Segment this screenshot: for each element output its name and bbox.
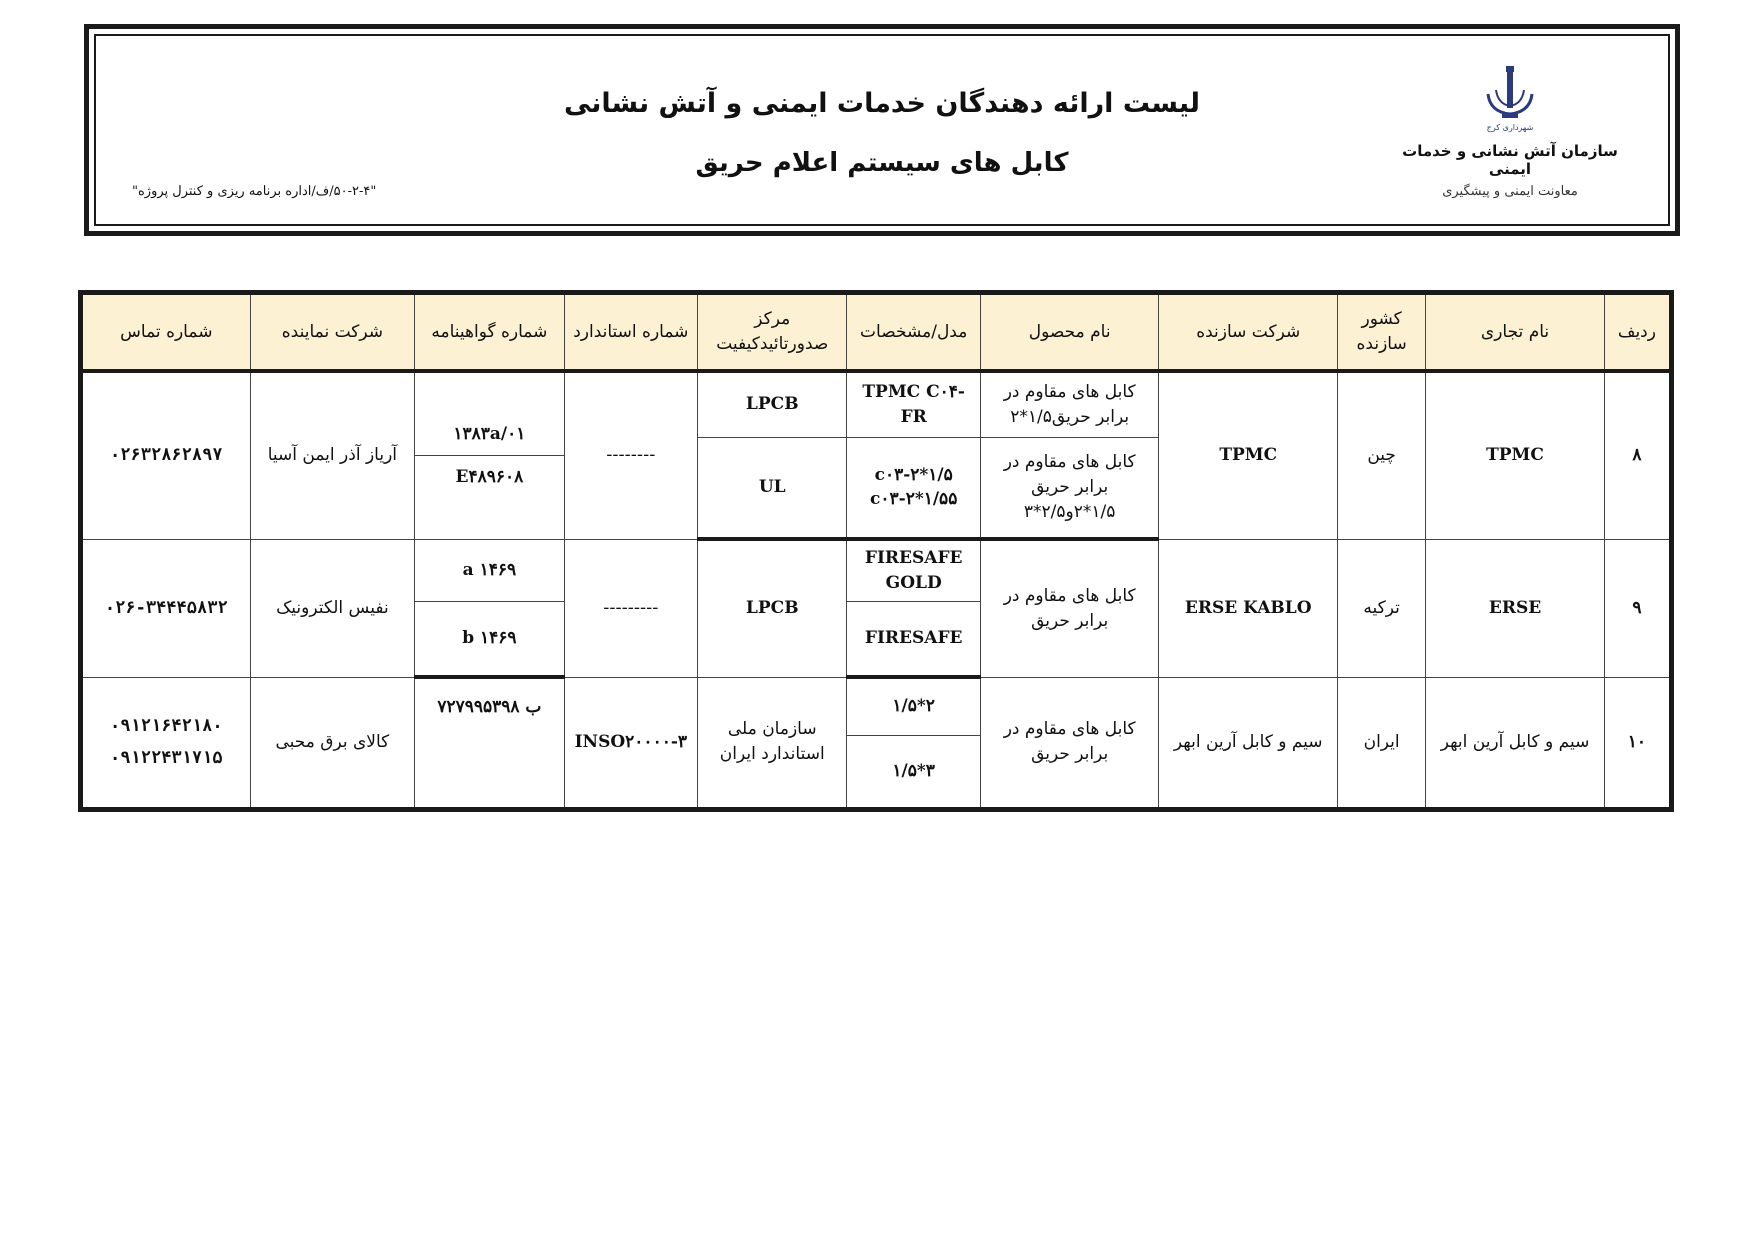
table-row xyxy=(81,371,1672,437)
model-cell: FIRESAFE GOLD xyxy=(847,539,980,601)
country-cell: ایران xyxy=(1337,677,1425,809)
contact-line: ۰۹۱۲۱۶۴۲۱۸۰ xyxy=(110,715,223,736)
contact-cell: ۰۲۶۳۲۸۶۲۸۹۷ xyxy=(81,371,251,539)
header-box xyxy=(84,24,1680,236)
cert-center-cell: UL xyxy=(698,437,847,539)
cert-center-cell: LPCB xyxy=(698,371,847,437)
standard-cell: -------- xyxy=(564,371,697,539)
representative-cell: آریاز آذر ایمن آسیا xyxy=(250,371,415,539)
table-row xyxy=(81,539,1672,601)
brand-cell: سیم و کابل آرین ابهر xyxy=(1426,677,1605,809)
product-cell: کابل های مقاوم در برابر حریق xyxy=(980,539,1159,677)
col-header-country: کشور سازنده xyxy=(1337,293,1425,372)
country-cell: ترکیه xyxy=(1337,539,1425,677)
header-inner-frame xyxy=(94,34,1670,226)
table-header-row xyxy=(81,293,1672,372)
table-row xyxy=(81,677,1672,735)
model-cell: ۳*۱/۵ xyxy=(847,735,980,809)
col-header-model: مدل/مشخصات xyxy=(847,293,980,372)
col-header-row-number: ردیف xyxy=(1604,293,1671,372)
standard-cell: INSO۲۰۰۰۰-۳ xyxy=(564,677,697,809)
contact-line: ۰۹۱۲۲۴۳۱۷۱۵ xyxy=(110,748,223,768)
model-cell: TPMC C۰۴-FR xyxy=(847,371,980,437)
row-number: ۸ xyxy=(1604,371,1671,539)
manufacturer-cell: سیم و کابل آرین ابهر xyxy=(1159,677,1338,809)
cert-number-cell: ۱۴۶۹ a xyxy=(415,539,564,601)
col-header-contact: شماره تماس xyxy=(81,293,251,372)
col-header-product: نام محصول xyxy=(980,293,1159,372)
organization-department: معاونت ایمنی و پیشگیری xyxy=(1442,184,1578,199)
document-code: "۵۰-۲-۴/ف/اداره برنامه ریزی و کنترل پروژه" xyxy=(132,184,377,199)
col-header-cert-center: مرکز صدورتائیدکیفیت xyxy=(698,293,847,372)
model-cell: c۰۳-۲*۱/۵ c۰۳-۲*۱/۵۵ xyxy=(847,437,980,539)
col-header-cert-number: شماره گواهینامه xyxy=(415,293,564,372)
representative-cell: نفیس الکترونیک xyxy=(250,539,415,677)
model-cell: FIRESAFE xyxy=(847,601,980,677)
representative-cell: کالای برق محبی xyxy=(250,677,415,809)
col-header-brand: نام تجاری xyxy=(1426,293,1605,372)
product-cell: کابل های مقاوم در برابر حریق xyxy=(980,677,1159,809)
cert-number-cell xyxy=(415,371,564,539)
page-title: لیست ارائه دهندگان خدمات ایمنی و آتش نشانی xyxy=(563,88,1201,119)
product-cell: کابل های مقاوم در برابر حریق۱/۵*۲ xyxy=(980,371,1159,437)
brand-cell: TPMC xyxy=(1426,371,1605,539)
product-cell: کابل های مقاوم در برابر حریق ۱/۵*۲و۲/۵*۳ xyxy=(980,437,1159,539)
cert-number-line: ۱۳۸۳a/۰۱ xyxy=(415,413,563,456)
municipality-logo-icon xyxy=(1480,64,1540,134)
col-header-representative: شرکت نماینده xyxy=(250,293,415,372)
cert-center-cell: LPCB xyxy=(698,539,847,677)
model-cell: ۲*۱/۵ xyxy=(847,677,980,735)
manufacturer-cell: ERSE KABLO xyxy=(1159,539,1338,677)
providers-table xyxy=(78,290,1674,812)
contact-cell: ۰۲۶-۳۴۴۴۵۸۳۲ xyxy=(81,539,251,677)
organization-block xyxy=(1400,64,1620,199)
contact-cell xyxy=(81,677,251,809)
cert-number-line: E۴۸۹۶۰۸ xyxy=(455,467,524,488)
country-cell: چین xyxy=(1337,371,1425,539)
cert-center-cell: سازمان ملی استاندارد ایران xyxy=(698,677,847,809)
logo-caption: شهرداری کرج xyxy=(1486,123,1534,132)
manufacturer-cell: TPMC xyxy=(1159,371,1338,539)
row-number: ۹ xyxy=(1604,539,1671,677)
cert-number-cell: ۱۴۶۹ b xyxy=(415,601,564,677)
cert-number-cell: ب ۷۲۷۹۹۵۳۹۸ xyxy=(415,677,564,809)
row-number: ۱۰ xyxy=(1604,677,1671,809)
standard-cell: --------- xyxy=(564,539,697,677)
col-header-standard: شماره استاندارد xyxy=(564,293,697,372)
page-subtitle: کابل های سیستم اعلام حریق xyxy=(695,148,1069,178)
col-header-manufacturer: شرکت سازنده xyxy=(1159,293,1338,372)
organization-name: سازمان آتش نشانی و خدمات ایمنی xyxy=(1402,142,1618,178)
brand-cell: ERSE xyxy=(1426,539,1605,677)
